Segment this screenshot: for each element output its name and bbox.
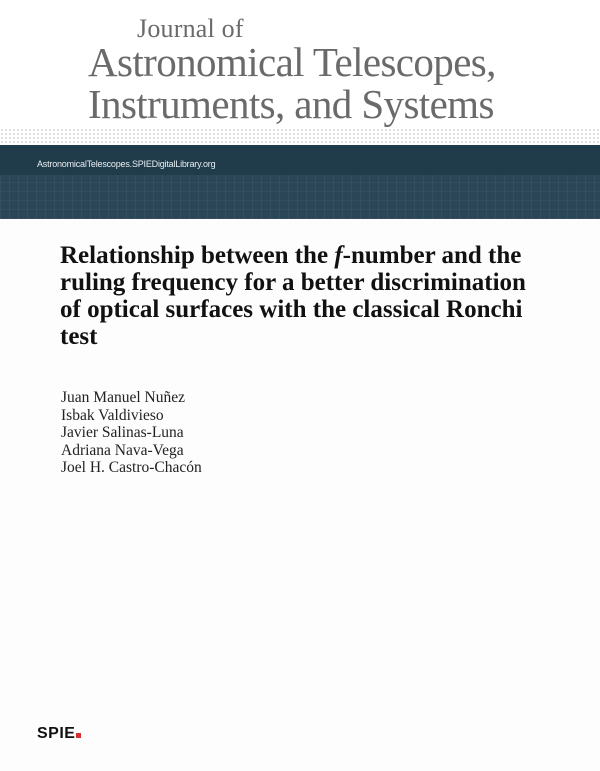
title-part2: -number and the ruling frequency for a better discrimination of optical surfaces with the classical Ronchi test (60, 242, 526, 350)
journal-name-line1: Astronomical Telescopes, (88, 39, 496, 85)
title-italic-f: f (334, 242, 343, 269)
author-name: Adriana Nava-Vega (61, 441, 184, 459)
journal-kicker: Journal of (137, 14, 244, 43)
author-name: Isbak Valdivieso (61, 406, 164, 424)
journal-url-link[interactable]: AstronomicalTelescopes.SPIEDigitalLibrary.org (37, 159, 216, 169)
title-part1: Relationship between the (60, 242, 335, 269)
author-name: Javier Salinas-Luna (61, 424, 184, 441)
banner-grid-pattern (0, 175, 600, 219)
author-name: Joel H. Castro-Chacón (61, 459, 202, 476)
article-title (60, 242, 530, 350)
author-name: Juan Manuel Nuñez (61, 389, 185, 406)
publisher-name: SPIE (37, 725, 76, 742)
journal-name-line2: Instruments, and Systems (88, 81, 494, 127)
masthead-dot-pattern (0, 128, 600, 145)
journal-masthead (0, 0, 600, 145)
spie-logo (37, 725, 81, 743)
logo-red-dot (76, 733, 81, 738)
journal-banner (0, 145, 600, 219)
author-list (61, 389, 202, 477)
